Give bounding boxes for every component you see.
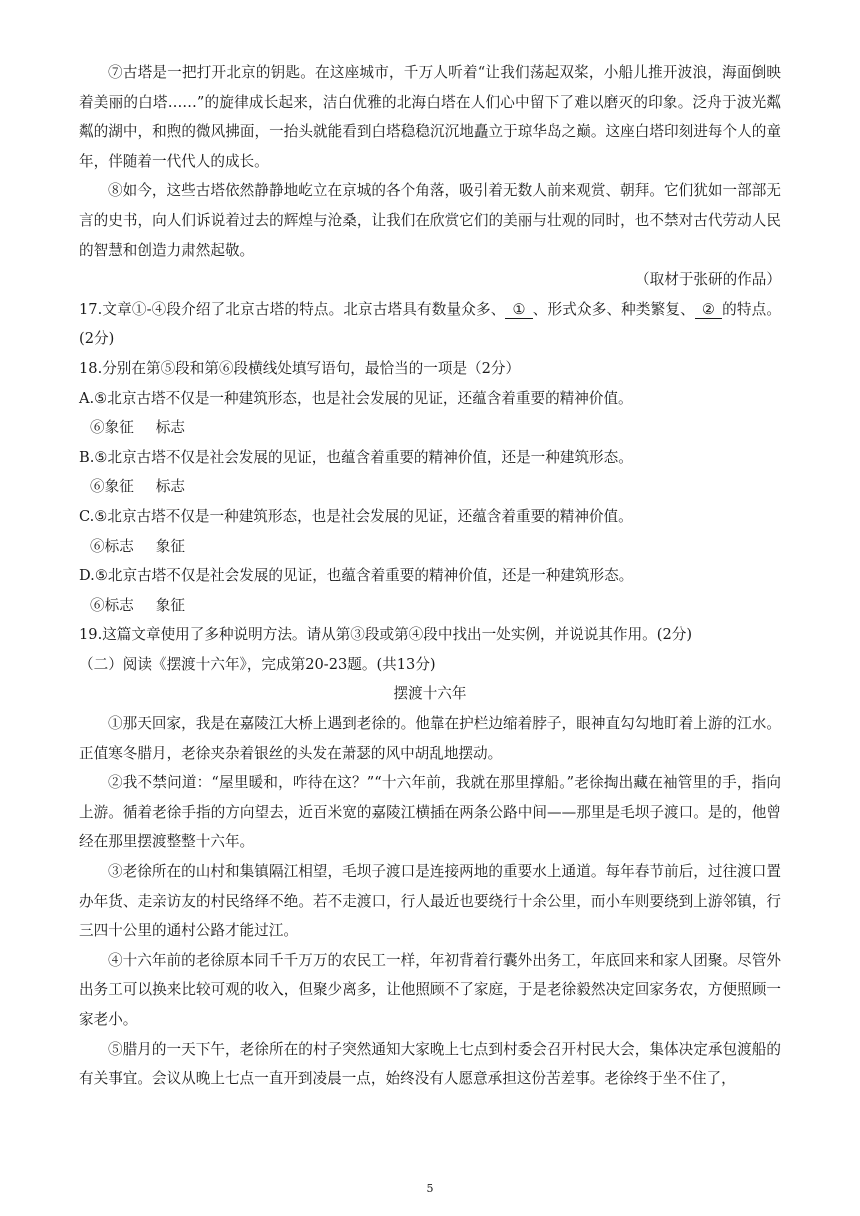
question-17 xyxy=(79,295,781,354)
q18-option-b-sub-label: ⑥象征 xyxy=(90,478,134,496)
q18-option-a-sub xyxy=(79,413,781,443)
q18-option-d-sub xyxy=(79,591,781,621)
question-19: 19.这篇文章使用了多种说明方法。请从第③段或第④段中找出一处实例，并说说其作用。(2分) xyxy=(79,626,693,644)
article1-paragraph-7: ⑦古塔是一把打开北京的钥匙。在这座城市，千万人听着“让我们荡起双桨，小船儿推开波浪，海面倒映着美丽的白塔……”的旋律成长起来，洁白优雅的北海白塔在人们心中留下了难以磨灭的印象。泛舟于波光粼粼的湖中，和煦的微风拂面，一抬头就能看到白塔稳稳沉沉地矗立于琼华岛之巅。这座白塔印刻进每个人的童年，伴随着一代代人的成长。 xyxy=(79,64,781,170)
q18-option-d: D.⑤北京古塔不仅是社会发展的见证，也蕴含着重要的精神价值，还是一种建筑形态。 xyxy=(79,567,634,585)
article2-paragraph-3: ③老徐所在的山村和集镇隔江相望，毛坝子渡口是连接两地的重要水上通道。每年春节前后，过往渡口置办年货、走亲访友的村民络绎不绝。若不走渡口，行人最近也要绕行十余公里，而小车则要绕到上游邻镇，行三四十公里的通村公路才能过江。 xyxy=(79,863,781,940)
q18-option-b-sub-value: 标志 xyxy=(155,478,185,496)
article2-paragraph-4: ④十六年前的老徐原本同千千万万的农民工一样，年初背着行囊外出务工，年底回来和家人团聚。尽管外出务工可以换来比较可观的收入，但聚少离多，让他照顾不了家庭，于是老徐毅然决定回家务农，方便照顾一家老小。 xyxy=(79,951,781,1028)
q17-text-b: 、形式众多、种类繁复、 xyxy=(532,300,695,318)
q18-option-c: C.⑤北京古塔不仅是一种建筑形态，也是社会发展的见证，还蕴含着重要的精神价值。 xyxy=(79,507,633,525)
article2-paragraph-1: ①那天回家，我是在嘉陵江大桥上遇到老徐的。他靠在护栏边缩着脖子，眼神直勾勾地盯着上游的江水。正值寒冬腊月，老徐夹杂着银丝的头发在萧瑟的风中胡乱地摆动。 xyxy=(79,715,781,762)
q18-option-c-sub-label: ⑥标志 xyxy=(90,537,134,555)
article1-source: （取材于张研的作品） xyxy=(635,271,781,289)
q17-blank-1: ① xyxy=(505,301,532,319)
q18-option-c-sub xyxy=(79,532,781,562)
q17-text-a: 17.文章①-④段介绍了北京古塔的特点。北京古塔具有数量众多、 xyxy=(79,300,506,318)
q18-option-a-sub-value: 标志 xyxy=(155,419,185,437)
article2-paragraph-2: ②我不禁问道：“屋里暖和，咋待在这？”“十六年前，我就在那里撑船。”老徐掏出藏在袖管里的手，指向上游。循着老徐手指的方向望去，近百米宽的嘉陵江横插在两条公路中间——那里是毛坝子渡口。是的，他曾经在那里摆渡整整十六年。 xyxy=(79,774,781,851)
article2-title: 摆渡十六年 xyxy=(393,685,467,703)
section-2-heading: （二）阅读《摆渡十六年》，完成第20-23题。(共13分) xyxy=(79,655,436,673)
q18-option-a: A.⑤北京古塔不仅是一种建筑形态，也是社会发展的见证，还蕴含着重要的精神价值。 xyxy=(79,389,633,407)
page-number: 5 xyxy=(426,1182,434,1195)
q18-option-c-sub-value: 象征 xyxy=(155,537,185,555)
question-18-stem: 18.分别在第⑤段和第⑥段横线处填写语句，最恰当的一项是（2分） xyxy=(79,359,521,377)
article1-paragraph-8: ⑧如今，这些古塔依然静静地屹立在京城的各个角落，吸引着无数人前来观赏、朝拜。它们犹如一部部无言的史书，向人们诉说着过去的辉煌与沧桑，让我们在欣赏它们的美丽与壮观的同时，也不禁对古代劳动人民的智慧和创造力肃然起敬。 xyxy=(79,182,781,259)
q17-text-c: 的特点。(2分) xyxy=(79,300,781,348)
q18-option-a-sub-label: ⑥象征 xyxy=(90,419,134,437)
q18-option-d-sub-label: ⑥标志 xyxy=(90,596,134,614)
q18-option-d-sub-value: 象征 xyxy=(155,596,185,614)
article2-paragraph-5: ⑤腊月的一天下午，老徐所在的村子突然通知大家晚上七点到村委会召开村民大会，集体决定承包渡船的有关事宜。会议从晚上七点一直开到凌晨一点，始终没有人愿意承担这份苦差事。老徐终于坐不住了， xyxy=(79,1040,781,1088)
q18-option-b-sub xyxy=(79,472,781,502)
exam-page xyxy=(79,58,781,1094)
q17-blank-2: ② xyxy=(695,301,722,319)
q18-option-b: B.⑤北京古塔不仅是社会发展的见证，也蕴含着重要的精神价值，还是一种建筑形态。 xyxy=(79,448,633,466)
